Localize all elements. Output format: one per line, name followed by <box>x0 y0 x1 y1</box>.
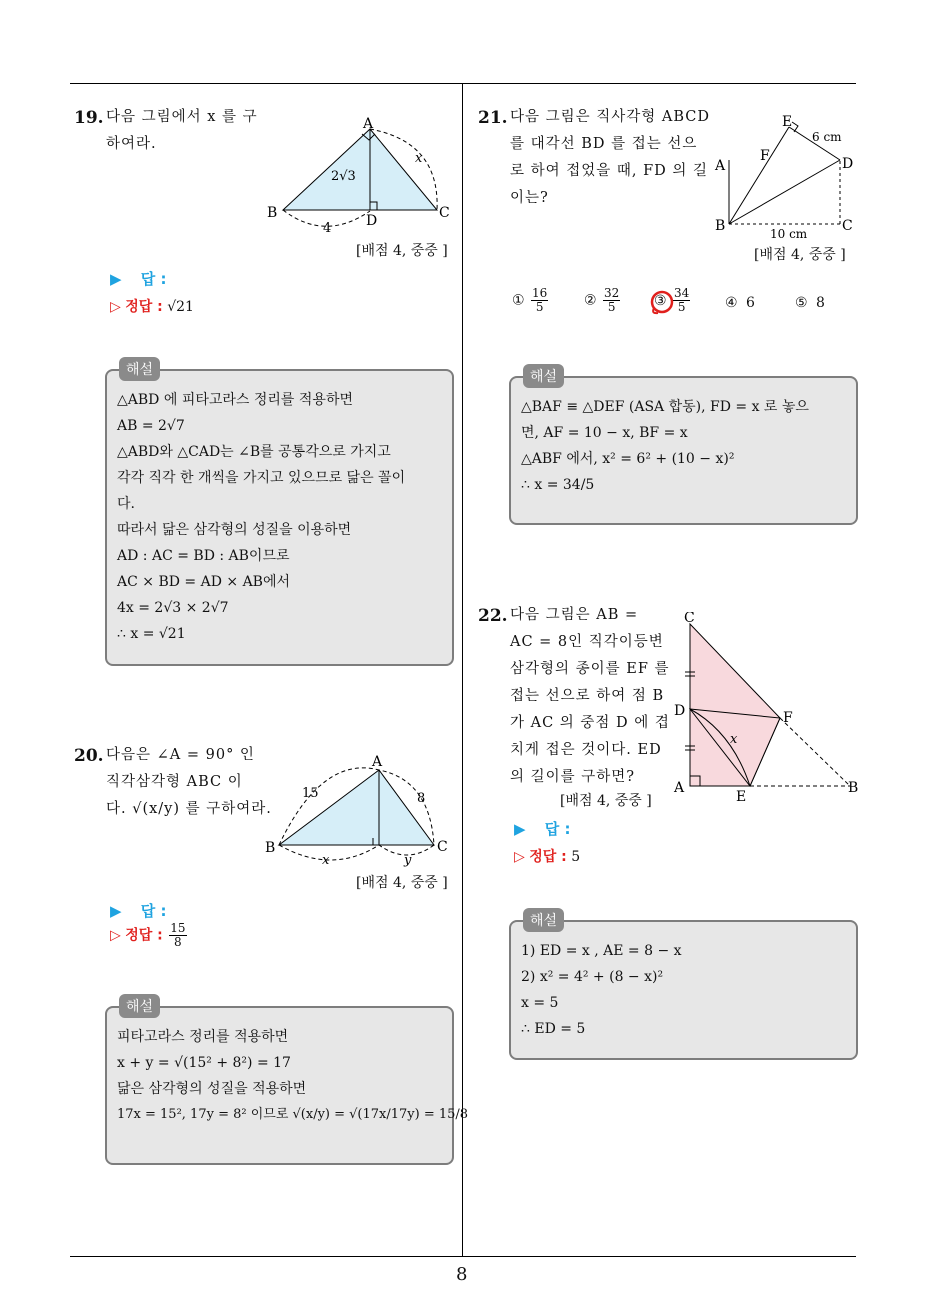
q22-text-line: 가 AC 의 중점 D 에 겹 <box>510 715 670 731</box>
q22-answer-label: 답 : <box>544 820 571 838</box>
q20-figure <box>262 750 462 870</box>
q21-label-e: E <box>782 114 793 130</box>
q20-meta: [배점 4, 중중 ] <box>356 875 448 891</box>
q19-text-line: 하여라. <box>106 136 157 152</box>
q22-text-line: 다음 그림은 AB = <box>510 607 639 623</box>
q21-label-a: A <box>715 158 726 174</box>
q21-number: 21. <box>478 108 508 128</box>
q19-triangle <box>283 129 437 210</box>
q21-choice-4[interactable] <box>725 295 755 311</box>
top-rule <box>70 83 856 84</box>
q20-answer-row[interactable] <box>110 900 167 921</box>
q20-text-line: 다. √(x/y) 를 구하여라. <box>106 801 272 817</box>
q21-sol-line: △ABF 에서, x² = 6² + (10 − x)² <box>521 451 735 467</box>
q21-choice-5[interactable] <box>795 295 825 311</box>
q22-sol-line: 1) ED = x , AE = 8 − x <box>521 943 682 959</box>
q22-label-x: x <box>730 732 738 747</box>
q21-choice-2[interactable] <box>584 287 622 314</box>
q19-label-x: x <box>415 151 423 166</box>
q21-choice-num: 16 <box>532 286 548 300</box>
q20-label-b: B <box>265 840 276 856</box>
play-icon: ▶ <box>110 270 122 288</box>
q20-label-y: y <box>404 853 412 868</box>
q21-text-line: 로 하여 접었을 때, FD 의 길 <box>510 163 709 179</box>
q19-label-b: B <box>267 205 278 221</box>
q21-label-c: C <box>842 218 853 234</box>
q19-label-a: A <box>363 116 374 132</box>
q22-dashed-fe <box>780 718 850 786</box>
q22-number: 22. <box>478 606 508 626</box>
q22-text-line: 접는 선으로 하여 점 B <box>510 688 665 704</box>
selected-circle-icon <box>648 288 676 316</box>
q19-sol-line: AB = 2√7 <box>117 418 185 434</box>
q19-meta: [배점 4, 중중 ] <box>356 243 448 259</box>
q21-choice-value: 6 <box>746 295 755 311</box>
q19-label-d: D <box>366 213 378 229</box>
q20-label-c: C <box>437 839 448 855</box>
q19-figure <box>265 112 465 237</box>
q22-label-b: B <box>848 780 859 796</box>
q20-sol-line: x + y = √(15² + 8²) = 17 <box>117 1055 291 1071</box>
q19-text-line: 다음 그림에서 x 를 구 <box>106 109 258 125</box>
q22-figure <box>672 612 862 802</box>
q21-choice-den: 5 <box>677 300 686 314</box>
q21-choice-mark: ④ <box>725 295 738 311</box>
q21-diag-bd <box>729 160 840 224</box>
q21-label-b: B <box>715 218 726 234</box>
q21-choice-mark: ③ <box>654 292 667 309</box>
q20-text-line: 다음은 ∠A = 90° 인 <box>106 747 255 763</box>
q19-correct-value: √21 <box>167 299 194 315</box>
q19-sol-line: 4x = 2√3 × 2√7 <box>117 600 229 616</box>
q21-choice-value: 8 <box>816 295 825 311</box>
q21-choice-num: 32 <box>604 286 620 300</box>
q20-triangle <box>279 770 434 845</box>
q21-choice-mark: ② <box>584 292 597 309</box>
q20-answer-label: 답 : <box>140 902 167 920</box>
q21-label-bc: 10 cm <box>770 227 808 241</box>
q19-answer-row[interactable] <box>110 268 167 289</box>
q22-solution <box>521 938 682 1042</box>
q21-sol-line: ∴ x = 34/5 <box>521 477 595 493</box>
q21-label-d: D <box>842 156 854 172</box>
q22-label-d: D <box>674 703 686 719</box>
outline-triangle-icon: ▷ <box>110 927 121 944</box>
q22-correct-value: 5 <box>571 849 581 865</box>
outline-triangle-icon: ▷ <box>110 299 121 315</box>
page-number: 8 <box>456 1264 468 1285</box>
q20-sol-line: 피타고라스 정리를 적용하면 <box>117 1029 289 1045</box>
q21-meta: [배점 4, 중중 ] <box>754 247 846 263</box>
q22-sol-line: 2) x² = 4² + (8 − x)² <box>521 969 664 985</box>
q22-text-line: 치게 접은 것이다. ED <box>510 742 662 758</box>
q19-sol-line: AC × BD = AD × AB에서 <box>117 574 291 590</box>
q21-sol-line: △BAF ≡ △DEF (ASA 합동), FD = x 로 놓으 <box>521 399 809 415</box>
q22-label-e: E <box>736 789 747 802</box>
q21-label-ed: 6 cm <box>812 130 842 144</box>
q20-text-line: 직각삼각형 ABC 이 <box>106 774 243 790</box>
q21-text-line: 이는? <box>510 190 549 206</box>
q21-solution <box>521 394 809 498</box>
q21-sol-line: 면, AF = 10 − x, BF = x <box>521 425 688 441</box>
q21-label-f: F <box>760 148 770 164</box>
outline-triangle-icon: ▷ <box>514 849 525 865</box>
q22-text <box>510 602 670 791</box>
q19-label-c: C <box>439 205 450 221</box>
q21-choice-mark: ⑤ <box>795 295 808 311</box>
q20-correct-fraction <box>169 922 186 949</box>
q19-sol-line: △ABD와 △CAD는 ∠B를 공통각으로 가지고 <box>117 444 391 460</box>
q20-correct-row <box>110 922 189 949</box>
q22-label-a: A <box>674 780 685 796</box>
q21-figure <box>712 112 862 242</box>
play-icon: ▶ <box>514 820 526 838</box>
q22-text-line: AC = 8인 직각이등변 <box>510 634 664 650</box>
q21-fold-be <box>729 127 789 224</box>
q20-number: 20. <box>74 746 104 766</box>
q21-choice-3[interactable] <box>654 287 692 314</box>
q19-answer-label: 답 : <box>140 270 167 288</box>
q22-sol-line: ∴ ED = 5 <box>521 1021 586 1037</box>
q20-solution-tag: 해설 <box>119 994 160 1018</box>
q20-correct-label: 정답 : <box>125 927 163 944</box>
q19-sol-line: △ABD 에 피타고라스 정리를 적용하면 <box>117 392 354 408</box>
q19-correct-label: 정답 : <box>125 299 163 315</box>
q20-correct-num: 15 <box>170 921 186 935</box>
q21-text-line: 다음 그림은 직사각형 ABCD <box>510 109 711 125</box>
q20-label-ac: 8 <box>417 791 426 806</box>
q22-label-f: F <box>783 710 793 726</box>
q21-text-line: 를 대각선 BD 를 접는 선으 <box>510 136 698 152</box>
bottom-rule <box>70 1256 856 1257</box>
q19-correct-row <box>110 296 194 316</box>
q19-number: 19. <box>74 108 104 128</box>
q20-sol-line: 17x = 15², 17y = 8² 이므로 √(x/y) = √(17x/17y) = 15/8 <box>117 1107 469 1122</box>
q19-sol-line: ∴ x = √21 <box>117 626 186 642</box>
q19-solution <box>117 387 405 647</box>
q22-correct-label: 정답 : <box>529 849 567 865</box>
q20-correct-den: 8 <box>174 935 182 949</box>
q20-label-ab: 15 <box>302 786 319 801</box>
q22-answer-row[interactable] <box>514 818 571 839</box>
q21-text <box>510 104 710 212</box>
q19-sol-line: 다. <box>117 496 135 512</box>
q22-solution-tag: 해설 <box>523 908 564 932</box>
q20-label-x: x <box>322 853 330 868</box>
q22-meta: [배점 4, 중중 ] <box>560 793 652 809</box>
q21-choice-den: 5 <box>535 300 544 314</box>
q20-label-a: A <box>372 754 383 770</box>
q19-label-ad: 2√3 <box>331 169 356 184</box>
q21-choice-num: 34 <box>674 286 690 300</box>
q19-sol-line: 각각 직각 한 개씩을 가지고 있으므로 닮은 꼴이 <box>117 470 406 486</box>
q21-solution-tag: 해설 <box>523 364 564 388</box>
q20-sol-line: 닮은 삼각형의 성질을 적용하면 <box>117 1081 307 1097</box>
q19-solution-tag: 해설 <box>119 357 160 381</box>
play-icon: ▶ <box>110 902 122 920</box>
q19-sol-line: 따라서 닮은 삼각형의 성질을 이용하면 <box>117 522 352 538</box>
q20-solution <box>117 1024 468 1128</box>
q22-sol-line: x = 5 <box>521 995 559 1011</box>
q20-text <box>106 742 272 823</box>
q21-choice-den: 5 <box>607 300 616 314</box>
q22-label-c: C <box>684 612 695 626</box>
q22-text-line: 삼각형의 종이를 EF 를 <box>510 661 670 677</box>
q22-correct-row <box>514 846 580 866</box>
q21-choice-1[interactable] <box>512 287 550 314</box>
q19-sol-line: AD : AC = BD : AB이므로 <box>117 548 290 564</box>
q22-text-line: 의 길이를 구하면? <box>510 769 636 785</box>
q21-choice-mark: ① <box>512 292 525 309</box>
q19-label-bd: 4 <box>323 221 332 236</box>
q19-text <box>106 104 258 158</box>
